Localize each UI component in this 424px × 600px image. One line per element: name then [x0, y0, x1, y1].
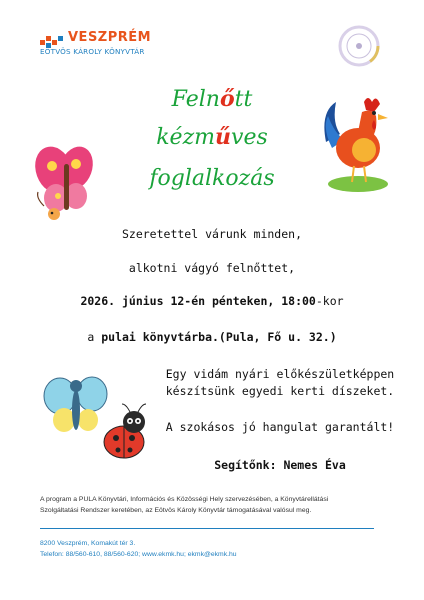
helper-line: Segítőnk: Nemes Éva	[214, 458, 346, 472]
activity-line-1: Egy vidám nyári előkészületképpen	[165, 367, 395, 381]
footer-divider	[40, 528, 374, 529]
seal-icon	[338, 25, 380, 67]
invite-line-1: Szeretettel várunk minden,	[121, 227, 302, 241]
butterfly-illustration	[32, 140, 100, 222]
footer-note-1: A program a PULA Könyvtári, Információs és Közösségi Hely szervezésében, a Könyvtárellátási	[40, 496, 329, 503]
footer-contact: Telefon: 88/560-610, 88/560-620; www.ekmk.hu; ekmk@ekmk.hu	[40, 551, 237, 558]
rooster-illustration	[318, 82, 400, 194]
footer-note-2: Szolgáltatási Rendszer keretében, az Eötvös Károly Könyvtár támogatásával valósul meg.	[40, 507, 312, 514]
place-line: a pulai könyvtárba.(Pula, Fő u. 32.)	[87, 330, 337, 344]
invite-line-2: alkotni vágyó felnőttet,	[128, 261, 296, 275]
butterfly-ladybug-illustration	[40, 372, 152, 464]
title-line-3: foglalkozás	[149, 166, 275, 191]
title-line-1: Felnőtt	[171, 86, 253, 112]
date-line: 2026. június 12-én pénteken, 18:00-kor	[80, 294, 344, 308]
logo-name: VESZPRÉM	[68, 30, 152, 45]
footer-address: 8200 Veszprém, Komakút tér 3.	[40, 540, 136, 547]
mood-line: A szokásos jó hangulat garantált!	[165, 420, 395, 434]
library-logo	[40, 30, 160, 60]
activity-line-2: készítsünk egyedi kerti díszeket.	[165, 384, 395, 398]
logo-subtitle: EÖTVÖS KÁROLY KÖNYVTÁR	[40, 47, 145, 56]
title-line-2: kézműves	[156, 124, 268, 150]
